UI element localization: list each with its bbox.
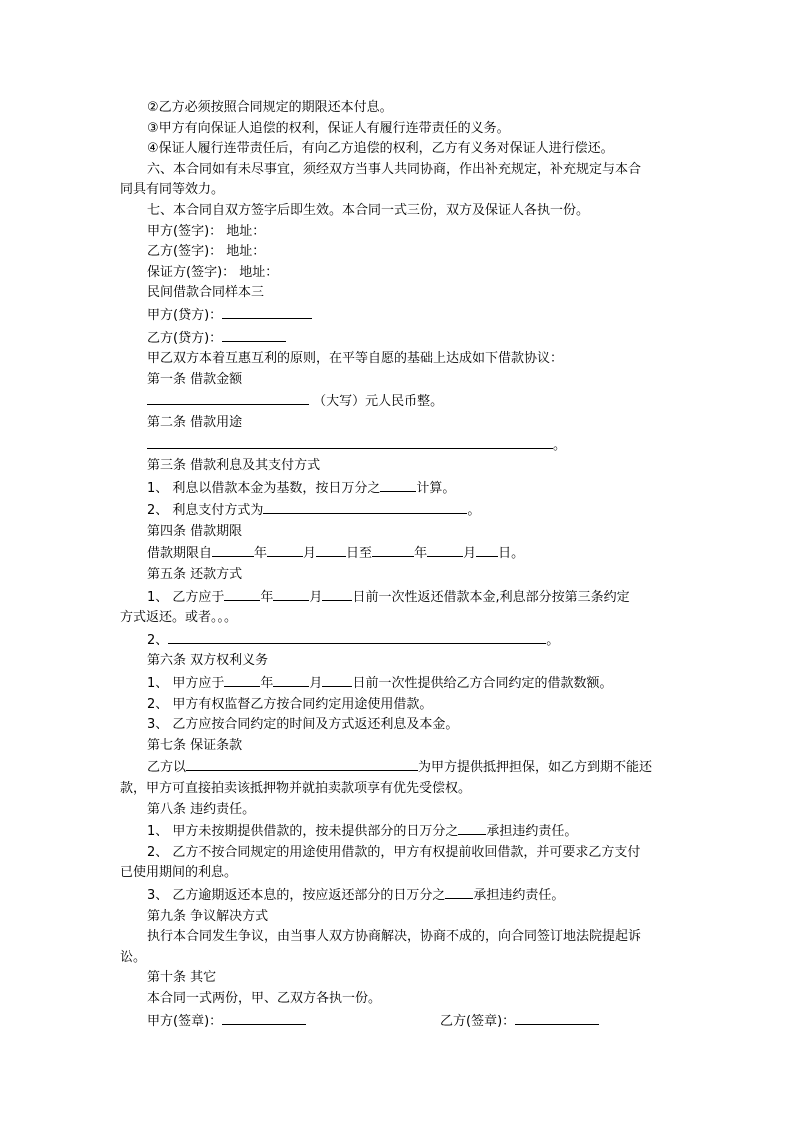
party-b-seal-blank[interactable] — [515, 1010, 599, 1025]
day-to-label: 日至 — [346, 546, 373, 562]
amount-suffix: （大写）元人民币整。 — [313, 394, 444, 410]
end-month-blank[interactable] — [427, 542, 463, 557]
end-year-blank[interactable] — [372, 542, 414, 557]
penalty-lender-line — [120, 820, 680, 843]
preamble: 甲乙双方本着互惠互利的原则，在平等自愿的基础上达成如下借款协议： — [147, 351, 564, 367]
party-a-seal-blank[interactable] — [222, 1010, 306, 1025]
purpose-blank[interactable] — [147, 434, 553, 449]
term-label: 借款期限自 — [147, 546, 213, 562]
clause-line: 2、 甲方有权监督乙方按合同约定用途使用借款。 — [147, 696, 433, 712]
clause-line: 同具有同等效力。 — [120, 182, 225, 198]
repay-alt-end: 。 — [546, 632, 560, 648]
month-label: 月 — [463, 546, 477, 562]
penalty-lender-label: 1、 甲方未按期提供借款的，按未提供部分的日万分之 — [147, 824, 459, 840]
year-label: 年 — [414, 546, 428, 562]
month-label: 月 — [309, 589, 323, 605]
signature-row — [120, 1010, 680, 1033]
provide-year-blank[interactable] — [224, 672, 260, 687]
provide-month-blank[interactable] — [273, 672, 309, 687]
party-a-seal-label: 甲方(签章)： — [147, 1013, 223, 1029]
repay-line — [120, 586, 680, 609]
interest-payment-label: 2、 利息支付方式为 — [147, 503, 264, 519]
month-label: 月 — [303, 546, 317, 562]
provide-suffix: 日前一次性提供给乙方合同约定的借款数额。 — [352, 676, 613, 692]
lender-label: 甲方(贷方)： — [147, 307, 223, 323]
year-label: 年 — [260, 589, 274, 605]
start-year-blank[interactable] — [212, 542, 254, 557]
article-3-title: 第三条 借款利息及其支付方式 — [147, 458, 321, 474]
repay-alt-blank[interactable] — [168, 629, 546, 644]
repay-alt-label: 2、 — [147, 632, 169, 648]
clause-line: 执行本合同发生争议，由当事人双方协商解决，协商不成的，向合同签订地法院提起诉 — [147, 929, 642, 945]
interest-rate-label: 1、 利息以借款本金为基数，按日万分之 — [147, 480, 381, 496]
section-title: 民间借款合同样本三 — [147, 285, 265, 301]
provide-label: 1、 甲方应于 — [147, 676, 225, 692]
clause-line: ③甲方有向保证人追偿的权利，保证人有履行连带责任的义务。 — [147, 120, 510, 136]
interest-payment-end: 。 — [467, 503, 481, 519]
year-label: 年 — [260, 676, 274, 692]
term-line — [120, 542, 680, 565]
clause-line: 六、本合同如有未尽事宜，须经双方当事人共同协商，作出补充规定，补充规定与本合 — [147, 161, 642, 177]
clause-line: ②乙方必须按照合同规定的期限还本付息。 — [147, 100, 393, 115]
contract-document — [120, 98, 680, 1032]
lender-line — [120, 304, 680, 327]
article-1-title: 第一条 借款金额 — [147, 371, 243, 387]
collateral-line — [120, 756, 680, 779]
borrower-label: 乙方(贷方)： — [147, 330, 223, 346]
end-day-blank[interactable] — [476, 542, 498, 557]
provide-day-blank[interactable] — [322, 672, 352, 687]
collateral-line-cont: 款，甲方可直接拍卖该抵押物并就拍卖款项享有优先受偿权。 — [120, 781, 472, 796]
month-label: 月 — [309, 676, 323, 692]
article-2-title: 第二条 借款用途 — [147, 414, 243, 430]
purpose-end: 。 — [553, 437, 567, 453]
article-7-title: 第七条 保证条款 — [147, 737, 243, 753]
repay-month-blank[interactable] — [273, 586, 309, 601]
provide-line — [120, 672, 680, 695]
year-label: 年 — [254, 546, 268, 562]
penalty-lender-blank[interactable] — [458, 820, 486, 835]
party-b-seal — [440, 1010, 599, 1033]
repay-alt-line — [120, 629, 680, 652]
interest-rate-suffix: 计算。 — [416, 480, 456, 496]
penalty-borrower-suffix: 承担违约责任。 — [473, 887, 565, 903]
clause-line: 2、 乙方不按合同规定的用途使用借款的，甲方有权提前收回借款，并可要求乙方支付 — [147, 844, 641, 860]
lender-blank[interactable] — [222, 304, 312, 319]
guarantor-signature-line: 保证方(签字)： 地址： — [147, 264, 279, 280]
day-end-label: 日。 — [498, 546, 525, 562]
repay-year-blank[interactable] — [224, 586, 260, 601]
clause-line: ④保证人履行连带责任后，有向乙方追偿的权利，乙方有义务对保证人进行偿还。 — [147, 141, 614, 157]
article-4-title: 第四条 借款期限 — [147, 523, 243, 539]
borrower-blank[interactable] — [222, 327, 286, 342]
clause-line: 3、 乙方应按合同约定的时间及方式返还利息及本金。 — [147, 717, 459, 733]
article-8-title: 第八条 违约责任。 — [147, 801, 256, 817]
amount-blank[interactable] — [147, 390, 309, 405]
interest-rate-blank[interactable] — [380, 477, 416, 492]
clause-line: 本合同一式两份，甲、乙双方各执一份。 — [147, 990, 382, 1006]
amount-line — [120, 390, 680, 413]
repay-label: 1、 乙方应于 — [147, 589, 225, 605]
collateral-suffix: 为甲方提供抵押担保，如乙方到期不能还 — [418, 760, 653, 776]
party-a-signature-line: 甲方(签字)： 地址： — [147, 223, 266, 239]
clause-line: 已使用期间的利息。 — [120, 865, 238, 881]
penalty-borrower-blank[interactable] — [445, 884, 473, 899]
penalty-borrower-line — [120, 884, 680, 907]
collateral-blank[interactable] — [186, 756, 418, 771]
article-5-title: 第五条 还款方式 — [147, 567, 243, 583]
interest-payment-blank[interactable] — [263, 499, 467, 514]
article-10-title: 第十条 其它 — [147, 970, 217, 986]
article-6-title: 第六条 双方权利义务 — [147, 653, 269, 669]
repay-suffix: 日前一次性返还借款本金,利息部分按第三条约定 — [352, 589, 630, 605]
interest-rate-line — [120, 477, 680, 500]
purpose-line — [120, 434, 680, 457]
clause-line: 讼。 — [120, 949, 147, 965]
collateral-label: 乙方以 — [147, 760, 187, 776]
start-month-blank[interactable] — [267, 542, 303, 557]
interest-payment-line — [120, 499, 680, 522]
start-day-blank[interactable] — [316, 542, 346, 557]
article-9-title: 第九条 争议解决方式 — [147, 908, 269, 924]
party-b-seal-label: 乙方(签章)： — [440, 1013, 516, 1029]
repay-day-blank[interactable] — [322, 586, 352, 601]
penalty-borrower-label: 3、 乙方逾期返还本息的，按应返还部分的日万分之 — [147, 887, 446, 903]
repay-line-cont: 方式返还。或者。。。 — [120, 610, 238, 626]
clause-line: 七、本合同自双方签字后即生效。本合同一式三份，双方及保证人各执一份。 — [147, 202, 590, 218]
penalty-lender-suffix: 承担违约责任。 — [486, 824, 578, 840]
party-b-signature-line: 乙方(签字)： 地址： — [147, 244, 266, 260]
borrower-line — [120, 327, 680, 350]
